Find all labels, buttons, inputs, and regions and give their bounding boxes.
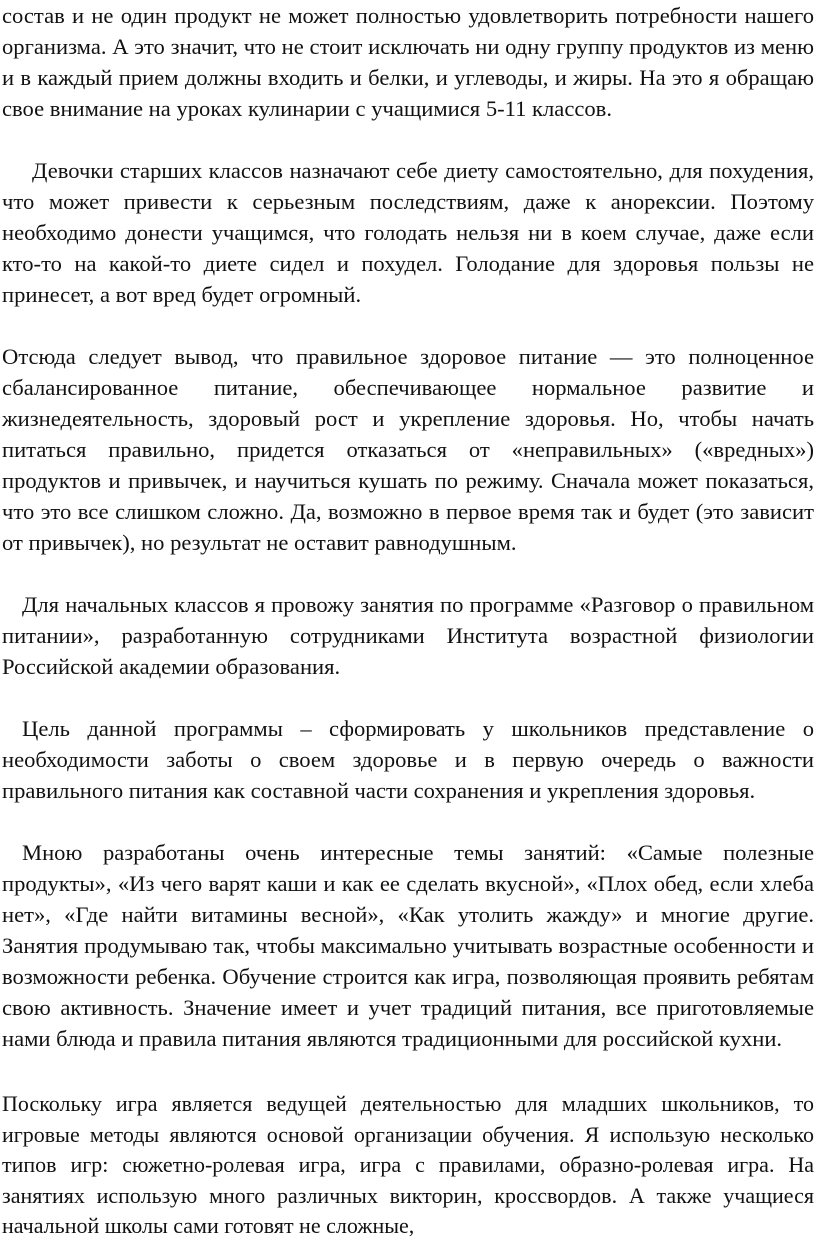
paragraph-3: Отсюда следует вывод, что правильное здоровое питание — это полноценное сбалансированное питание, обеспечивающее нормальное развитие и жизнедеятельность, здоровый рост и укрепление здоровья. Но, чтобы начать питаться правильно, придется отказаться от «неправильных» («вредных») продуктов и привычек, и научиться кушать по режиму. Сначала может показаться, что это все слишком сложно. Да, возможно в первое время так и будет (это зависит от привычек), но результат не оставит равнодушным.: [2, 344, 814, 555]
paragraph-spacer: [2, 806, 814, 837]
paragraph-spacer: [2, 558, 814, 589]
paragraph-spacer: [2, 310, 814, 341]
paragraph-5: Цель данной программы – сформировать у школьников представление о необходимости заботы о своем здоровье и в первую очередь о важности правильного питания как составной части сохранения и укрепления здоровья.: [2, 716, 814, 803]
paragraph-spacer: [2, 682, 814, 713]
paragraph-spacer: [2, 1054, 814, 1085]
paragraph-1: состав и не один продукт не может полностью удовлетворить потребности нашего организма. А это значит, что не стоит исключать ни одну группу продуктов из меню и в каждый прием должны входить и белки, и углеводы, и жиры. На это я обращаю свое внимание на уроках кулинарии с учащимися 5-11 классов.: [2, 3, 814, 121]
document-page: [2, 0, 814, 1242]
paragraph-2: Девочки старших классов назначают себе диету самостоятельно, для похудения, что может привести к серьезным последствиям, даже к анорексии. Поэтому необходимо донести учащимся, что голодать нельзя ни в коем случае, даже если кто-то на какой-то диете сидел и похудел. Голодание для здоровья пользы не принесет, а вот вред будет огромный.: [2, 158, 814, 307]
paragraph-4: Для начальных классов я провожу занятия по программе «Разговор о правильном питании», разработанную сотрудниками Института возрастной физиологии Российской академии образования.: [2, 592, 814, 679]
paragraph-spacer: [2, 124, 814, 155]
paragraph-6: Мною разработаны очень интересные темы занятий: «Самые полезные продукты», «Из чего варят каши и как ее сделать вкусной», «Плох обед, если хлеба нет», «Где найти витамины весной», «Как утолить жажду» и многие другие. Занятия продумываю так, чтобы максимально учитывать возрастные особенности и возможности ребенка. Обучение строится как игра, позволяющая проявить ребятам свою активность. Значение имеет и учет традиций питания, все приготовляемые нами блюда и правила питания являются традиционными для российской кухни.: [2, 840, 814, 1051]
paragraph-7: Поскольку игра является ведущей деятельностью для младших школьников, то игровые методы являются основой организации обучения. Я использую несколько типов игр: сюжетно-ролевая игра, игра с правилами, образно-ролевая игра. На занятиях использую много различных викторин, кроссвордов. А также учащиеся начальной школы сами готовят не сложные,: [2, 1091, 814, 1238]
